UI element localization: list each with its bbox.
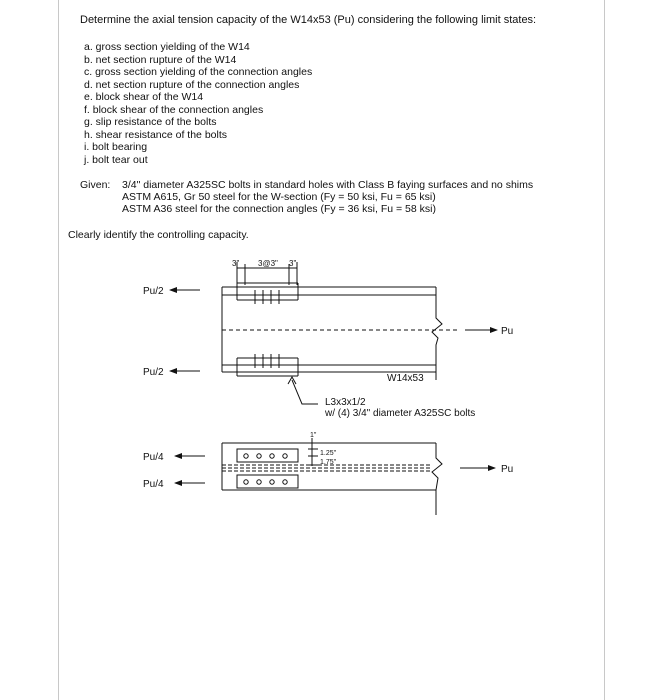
given-angle-steel: ASTM A36 steel for the connection angles (Fy = 36 ksi, Fu = 58 ksi) [122,203,436,215]
top-flange [222,287,436,295]
dim-gage-1-25: 1.25" [320,450,337,457]
limit-state-item: f. block shear of the connection angles [84,103,264,116]
limit-state-item: a. gross section yielding of the W14 [84,41,250,53]
dim-gage-1-75: 1.75" [320,459,337,466]
limit-state-item: e. block shear of the W14 [84,91,204,103]
label-pu-half-bottom: Pu/2 [143,367,164,378]
top-angle [237,283,298,300]
plan-bottom-angle [237,475,298,488]
bottom-angle [237,358,298,376]
label-pu-quarter-top: Pu/4 [143,452,164,463]
bottom-flange [222,360,436,372]
plan-gage-dimensions [308,438,318,466]
label-pu-lower: Pu [501,464,514,475]
bottom-bolt-lines [255,354,279,368]
plan-bolts-bottom [244,480,287,484]
dim-edge-1in: 1" [310,432,317,439]
label-angle: L3x3x1/2 [325,397,366,408]
dim-bolt-spacing: 3@3" [258,259,278,268]
limit-state-item: h. shear resistance of the bolts [84,128,227,141]
closing-instruction: Clearly identify the controlling capacity. [68,229,249,241]
limit-state-item: b. net section rupture of the W14 [84,53,237,66]
problem-intro: Determine the axial tension capacity of the W14x53 (Pu) considering the following limit states: [80,14,537,26]
limit-state-item: d. net section rupture of the connection angles [84,78,300,91]
limit-state-item: i. bolt bearing [84,141,148,153]
dim-left-edge: 3" [232,259,240,268]
limit-state-item: c. gross section yielding of the connection angles [84,66,313,78]
label-bolts: w/ (4) 3/4" diameter A325SC bolts [325,408,476,419]
label-pu-upper: Pu [501,326,514,337]
plan-top-angle [237,449,298,462]
limit-state-item: g. slip resistance of the bolts [84,116,217,128]
given-label: Given: [80,179,111,191]
label-pu-quarter-bottom: Pu/4 [143,479,164,490]
label-pu-half-top: Pu/2 [143,286,164,297]
given-bolts: 3/4" diameter A325SC bolts in standard holes with Class B faying surfaces and no shims [122,179,534,191]
label-member: W14x53 [387,373,424,384]
break-line-lower [432,443,442,490]
top-bolt-lines [255,290,279,304]
plan-bolts-top [244,454,287,458]
limit-state-item: j. bolt tear out [84,153,148,166]
dim-right-edge: 3" [289,259,297,268]
given-w-section-steel: ASTM A615, Gr 50 steel for the W-section (Fy = 50 ksi, Fu = 65 ksi) [122,191,436,203]
